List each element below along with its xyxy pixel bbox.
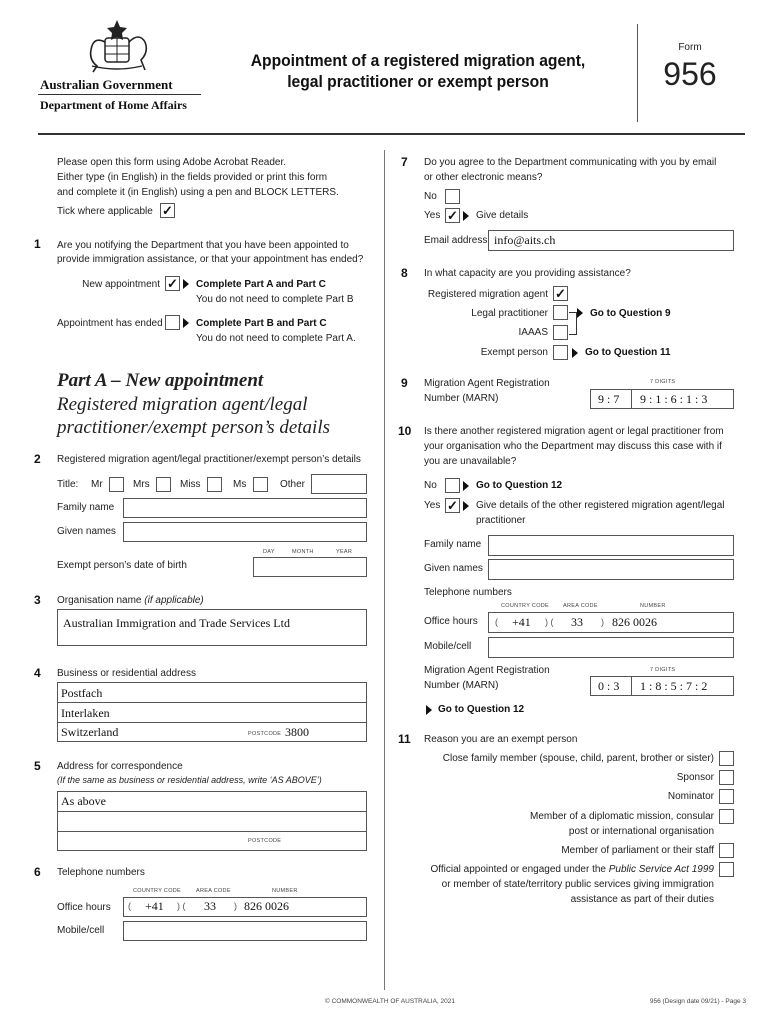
q8-bracket (569, 312, 577, 335)
q5-line-divider (57, 811, 367, 812)
q6-office-label: Office hours (57, 902, 111, 913)
q7-yes-checkbox[interactable]: ✓ (445, 208, 460, 223)
form-title-line1: Appointment of a registered migration agent, (250, 51, 586, 70)
q1-new-label: New appointment (82, 279, 160, 290)
q1-ended-label: Appointment has ended (57, 318, 163, 329)
q7-no-label: No (424, 191, 437, 202)
q4-line3: Switzerland (61, 725, 119, 739)
q3-text-main: Organisation name (57, 595, 142, 606)
q5-line1: As above (61, 794, 106, 808)
q10-family-input[interactable] (488, 535, 734, 556)
q6-mobile-label: Mobile/cell (57, 925, 105, 936)
q11-r5-label: Member of parliament or their staff (561, 845, 714, 856)
q11-text: Reason you are an exempt person (424, 734, 578, 745)
q2-ms-checkbox[interactable] (253, 477, 268, 492)
q10-marn-b: 1 : 8 : 5 : 7 : 2 (640, 679, 708, 693)
q5-note: (If the same as business or residential address, write ‘AS ABOVE’) (57, 775, 322, 785)
q1-new-note: You do not need to complete Part B (196, 294, 354, 305)
q11-r4a-label: Member of a diplomatic mission, consular (530, 811, 714, 822)
q11-r6b-label: or member of state/territory public services giving immigration (441, 879, 714, 890)
q1-text2: provide immigration assistance, or that your appointment has ended? (57, 254, 364, 265)
q11-r2-label: Sponsor (676, 772, 714, 783)
coat-of-arms-logo (78, 16, 156, 74)
q11-r6a-pre: Official appointed or engaged under the (430, 864, 609, 875)
q4-line-divider (57, 722, 367, 723)
arrow-icon (577, 308, 583, 318)
q6-country-code: +41 (145, 899, 164, 913)
q11-r5-checkbox[interactable] (719, 843, 734, 858)
column-divider (384, 150, 385, 990)
q10-phone-number: 826 0026 (612, 615, 657, 629)
intro-line2: Either type (in English) in the fields provided or print this form (57, 172, 328, 183)
q9-text1: Migration Agent Registration (424, 378, 550, 389)
q2-number: 2 (34, 452, 41, 466)
part-a-title: Part A – New appointment (57, 370, 264, 391)
arrow-icon (463, 481, 469, 491)
q2-mr-checkbox[interactable] (109, 477, 124, 492)
q1-new-action: Complete Part A and Part C (196, 279, 326, 290)
q2-other-input[interactable] (311, 474, 367, 494)
q8-goto11: Go to Question 11 (585, 347, 671, 358)
q9-number: 9 (401, 376, 408, 390)
gov-name: Australian Government (40, 77, 173, 92)
q11-r2-checkbox[interactable] (719, 770, 734, 785)
tick-label: Tick where applicable (57, 206, 153, 217)
q2-given-input[interactable] (123, 522, 367, 542)
q11-r6a-label (400, 862, 714, 877)
q10-tel-label: Telephone numbers (424, 587, 512, 598)
q4-postcode: 3800 (285, 725, 309, 739)
q8-lp-label: Legal practitioner (471, 308, 548, 319)
q6-paren: ( (128, 901, 131, 911)
q10-marn1: Migration Agent Registration (424, 665, 550, 676)
footer-copyright: © COMMONWEALTH OF AUSTRALIA, 2021 (325, 998, 455, 1005)
q10-paren: ( (495, 617, 498, 627)
q11-r6a-act: Public Service Act 1999 (608, 864, 714, 875)
q5-number: 5 (34, 759, 41, 773)
q2-family-label: Family name (57, 502, 115, 513)
q10-goto12b: Go to Question 12 (438, 704, 525, 715)
q4-line1: Postfach (61, 686, 103, 700)
q10-yes-checkbox[interactable]: ✓ (445, 498, 460, 513)
q10-yes-label: Yes (424, 500, 441, 511)
q10-mobile-label: Mobile/cell (424, 641, 472, 652)
q6-country-code-label: COUNTRY CODE (133, 888, 182, 894)
q10-country-code: +41 (512, 615, 531, 629)
q2-miss-label: Miss (180, 479, 201, 490)
tick-example-checkbox: ✓ (160, 203, 175, 218)
q10-family-label: Family name (424, 539, 482, 550)
q5-text: Address for correspondence (57, 761, 183, 772)
q6-paren: ) ( (177, 901, 186, 911)
q11-r3-checkbox[interactable] (719, 789, 734, 804)
q9-digits-label: 7 DIGITS (650, 379, 676, 385)
logo-divider (38, 94, 201, 95)
q2-month-label: MONTH (292, 549, 314, 555)
q10-text2: your organisation who the Department may discuss this case with if (424, 441, 722, 452)
q1-ended-note: You do not need to complete Part A. (196, 333, 356, 344)
q4-postcode-label: POSTCODE (248, 731, 282, 737)
q10-goto12: Go to Question 12 (476, 480, 563, 491)
q8-goto9: Go to Question 9 (590, 308, 671, 319)
q1-ended-checkbox[interactable] (165, 315, 180, 330)
q6-text: Telephone numbers (57, 867, 145, 878)
q10-paren: ) (601, 617, 604, 627)
q9-text2: Number (MARN) (424, 393, 499, 404)
q4-line2: Interlaken (61, 706, 110, 720)
q11-r3-label: Nominator (667, 791, 714, 802)
q10-digits-label: 7 DIGITS (650, 667, 676, 673)
footer-page: 956 (Design date 09/21) - Page 3 (649, 998, 746, 1005)
q2-day-label: DAY (263, 549, 275, 555)
q2-given-label: Given names (57, 526, 116, 537)
arrow-icon (572, 348, 578, 358)
q2-mrs-label: Mrs (133, 479, 150, 490)
arrow-icon (463, 501, 469, 511)
arrow-icon (426, 705, 432, 715)
q10-given-input[interactable] (488, 559, 734, 580)
q2-dob-input[interactable] (253, 557, 367, 577)
q6-area-code: 33 (204, 899, 216, 913)
q2-other-label: Other (280, 479, 306, 490)
q6-number-label: NUMBER (272, 888, 298, 894)
q5-line-divider (57, 831, 367, 832)
q2-family-input[interactable] (123, 498, 367, 518)
q4-number: 4 (34, 666, 41, 680)
q2-mr-label: Mr (91, 479, 103, 490)
q2-dob-label: Exempt person’s date of birth (57, 560, 187, 571)
q8-rma-checkbox[interactable]: ✓ (553, 286, 568, 301)
q10-number: 10 (398, 424, 412, 438)
q7-email-label: Email address (424, 235, 488, 246)
q9-marn-a: 9 : 7 (598, 392, 620, 406)
q8-iaaas-label: IAAAS (518, 327, 548, 338)
arrow-icon (463, 211, 469, 221)
q10-text1: Is there another registered migration agent or legal practitioner from (424, 426, 724, 437)
q9-marn-b: 9 : 1 : 6 : 1 : 3 (640, 392, 708, 406)
q7-yes-action: Give details (476, 210, 529, 221)
q10-text3: you are unavailable? (424, 456, 517, 467)
q2-title-label: Title: (57, 479, 79, 490)
arrow-icon (183, 279, 189, 289)
q10-country-code-label: COUNTRY CODE (501, 603, 550, 609)
q5-postcode-label: POSTCODE (248, 838, 282, 844)
q7-yes-label: Yes (424, 210, 441, 221)
q10-area-code: 33 (571, 615, 583, 629)
q11-r4b-label: post or international organisation (568, 826, 714, 837)
q3-org-value: Australian Immigration and Trade Services Ltd (63, 616, 290, 630)
form-number-box (637, 24, 638, 122)
q10-given-label: Given names (424, 563, 483, 574)
q7-email-value: info@aits.ch (494, 233, 556, 247)
q2-year-label: YEAR (336, 549, 353, 555)
q8-number: 8 (401, 266, 408, 280)
q8-text: In what capacity are you providing assistance? (424, 268, 631, 279)
q11-r4-checkbox[interactable] (719, 809, 734, 824)
arrow-icon (183, 318, 189, 328)
q11-r1-checkbox[interactable] (719, 751, 734, 766)
form-label: Form (678, 42, 702, 53)
q7-no-checkbox[interactable] (445, 189, 460, 204)
q2-text: Registered migration agent/legal practitioner/exempt person’s details (57, 454, 361, 465)
q7-text1: Do you agree to the Department communicating with you by email (424, 157, 717, 168)
q6-area-code-label: AREA CODE (196, 888, 231, 894)
q7-number: 7 (401, 155, 408, 169)
q1-text1: Are you notifying the Department that you have been appointed to (57, 240, 349, 251)
q11-r1-label: Close family member (spouse, child, parent, brother or sister) (442, 753, 714, 764)
q10-yes-action1: Give details of the other registered migration agent/legal (476, 500, 725, 511)
department-name: Department of Home Affairs (40, 98, 187, 112)
q10-yes-action2: practitioner (476, 515, 526, 526)
q10-area-code-label: AREA CODE (563, 603, 598, 609)
q4-text: Business or residential address (57, 668, 196, 679)
q11-number: 11 (398, 732, 411, 746)
q10-paren: ) ( (545, 617, 554, 627)
header-rule (38, 133, 745, 135)
q7-text2: or other electronic means? (424, 172, 543, 183)
q4-line-divider (57, 702, 367, 703)
q8-exempt-label: Exempt person (480, 347, 548, 358)
q1-new-checkbox[interactable]: ✓ (165, 276, 180, 291)
q10-office-label: Office hours (424, 616, 478, 627)
q8-rma-label: Registered migration agent (427, 289, 548, 300)
q2-ms-label: Ms (233, 479, 247, 490)
q2-mrs-checkbox[interactable] (156, 477, 171, 492)
q3-text-note: (if applicable) (144, 595, 204, 606)
q10-mobile-input[interactable] (488, 637, 734, 658)
q3-number: 3 (34, 593, 41, 607)
q10-no-label: No (424, 480, 437, 491)
q10-marn2: Number (MARN) (424, 680, 499, 691)
q11-r6c-label: assistance as part of their duties (570, 894, 714, 905)
q8-iaaas-checkbox[interactable] (553, 325, 568, 340)
q2-miss-checkbox[interactable] (207, 477, 222, 492)
q6-paren: ) (234, 901, 237, 911)
form-title-line2: legal practitioner or exempt person (287, 72, 549, 91)
intro-line3: and complete it (in English) using a pen and BLOCK LETTERS. (57, 187, 339, 198)
q10-marn-a: 0 : 3 (598, 679, 620, 693)
q11-r6-checkbox[interactable] (719, 862, 734, 877)
q3-text (57, 593, 204, 608)
q6-phone-number: 826 0026 (244, 899, 289, 913)
q10-no-checkbox[interactable] (445, 478, 460, 493)
q6-number: 6 (34, 865, 41, 879)
q8-lp-checkbox[interactable] (553, 305, 568, 320)
q1-ended-action: Complete Part B and Part C (196, 318, 327, 329)
q8-exempt-checkbox[interactable] (553, 345, 568, 360)
q6-mobile-input[interactable] (123, 921, 367, 941)
form-number: 956 (663, 56, 717, 92)
part-a-sub1: Registered migration agent/legal (57, 394, 308, 415)
intro-line1: Please open this form using Adobe Acrobat Reader. (57, 157, 287, 168)
part-a-sub2: practitioner/exempt person’s details (57, 417, 331, 438)
q1-number: 1 (34, 237, 41, 251)
q10-number-label: NUMBER (640, 603, 666, 609)
